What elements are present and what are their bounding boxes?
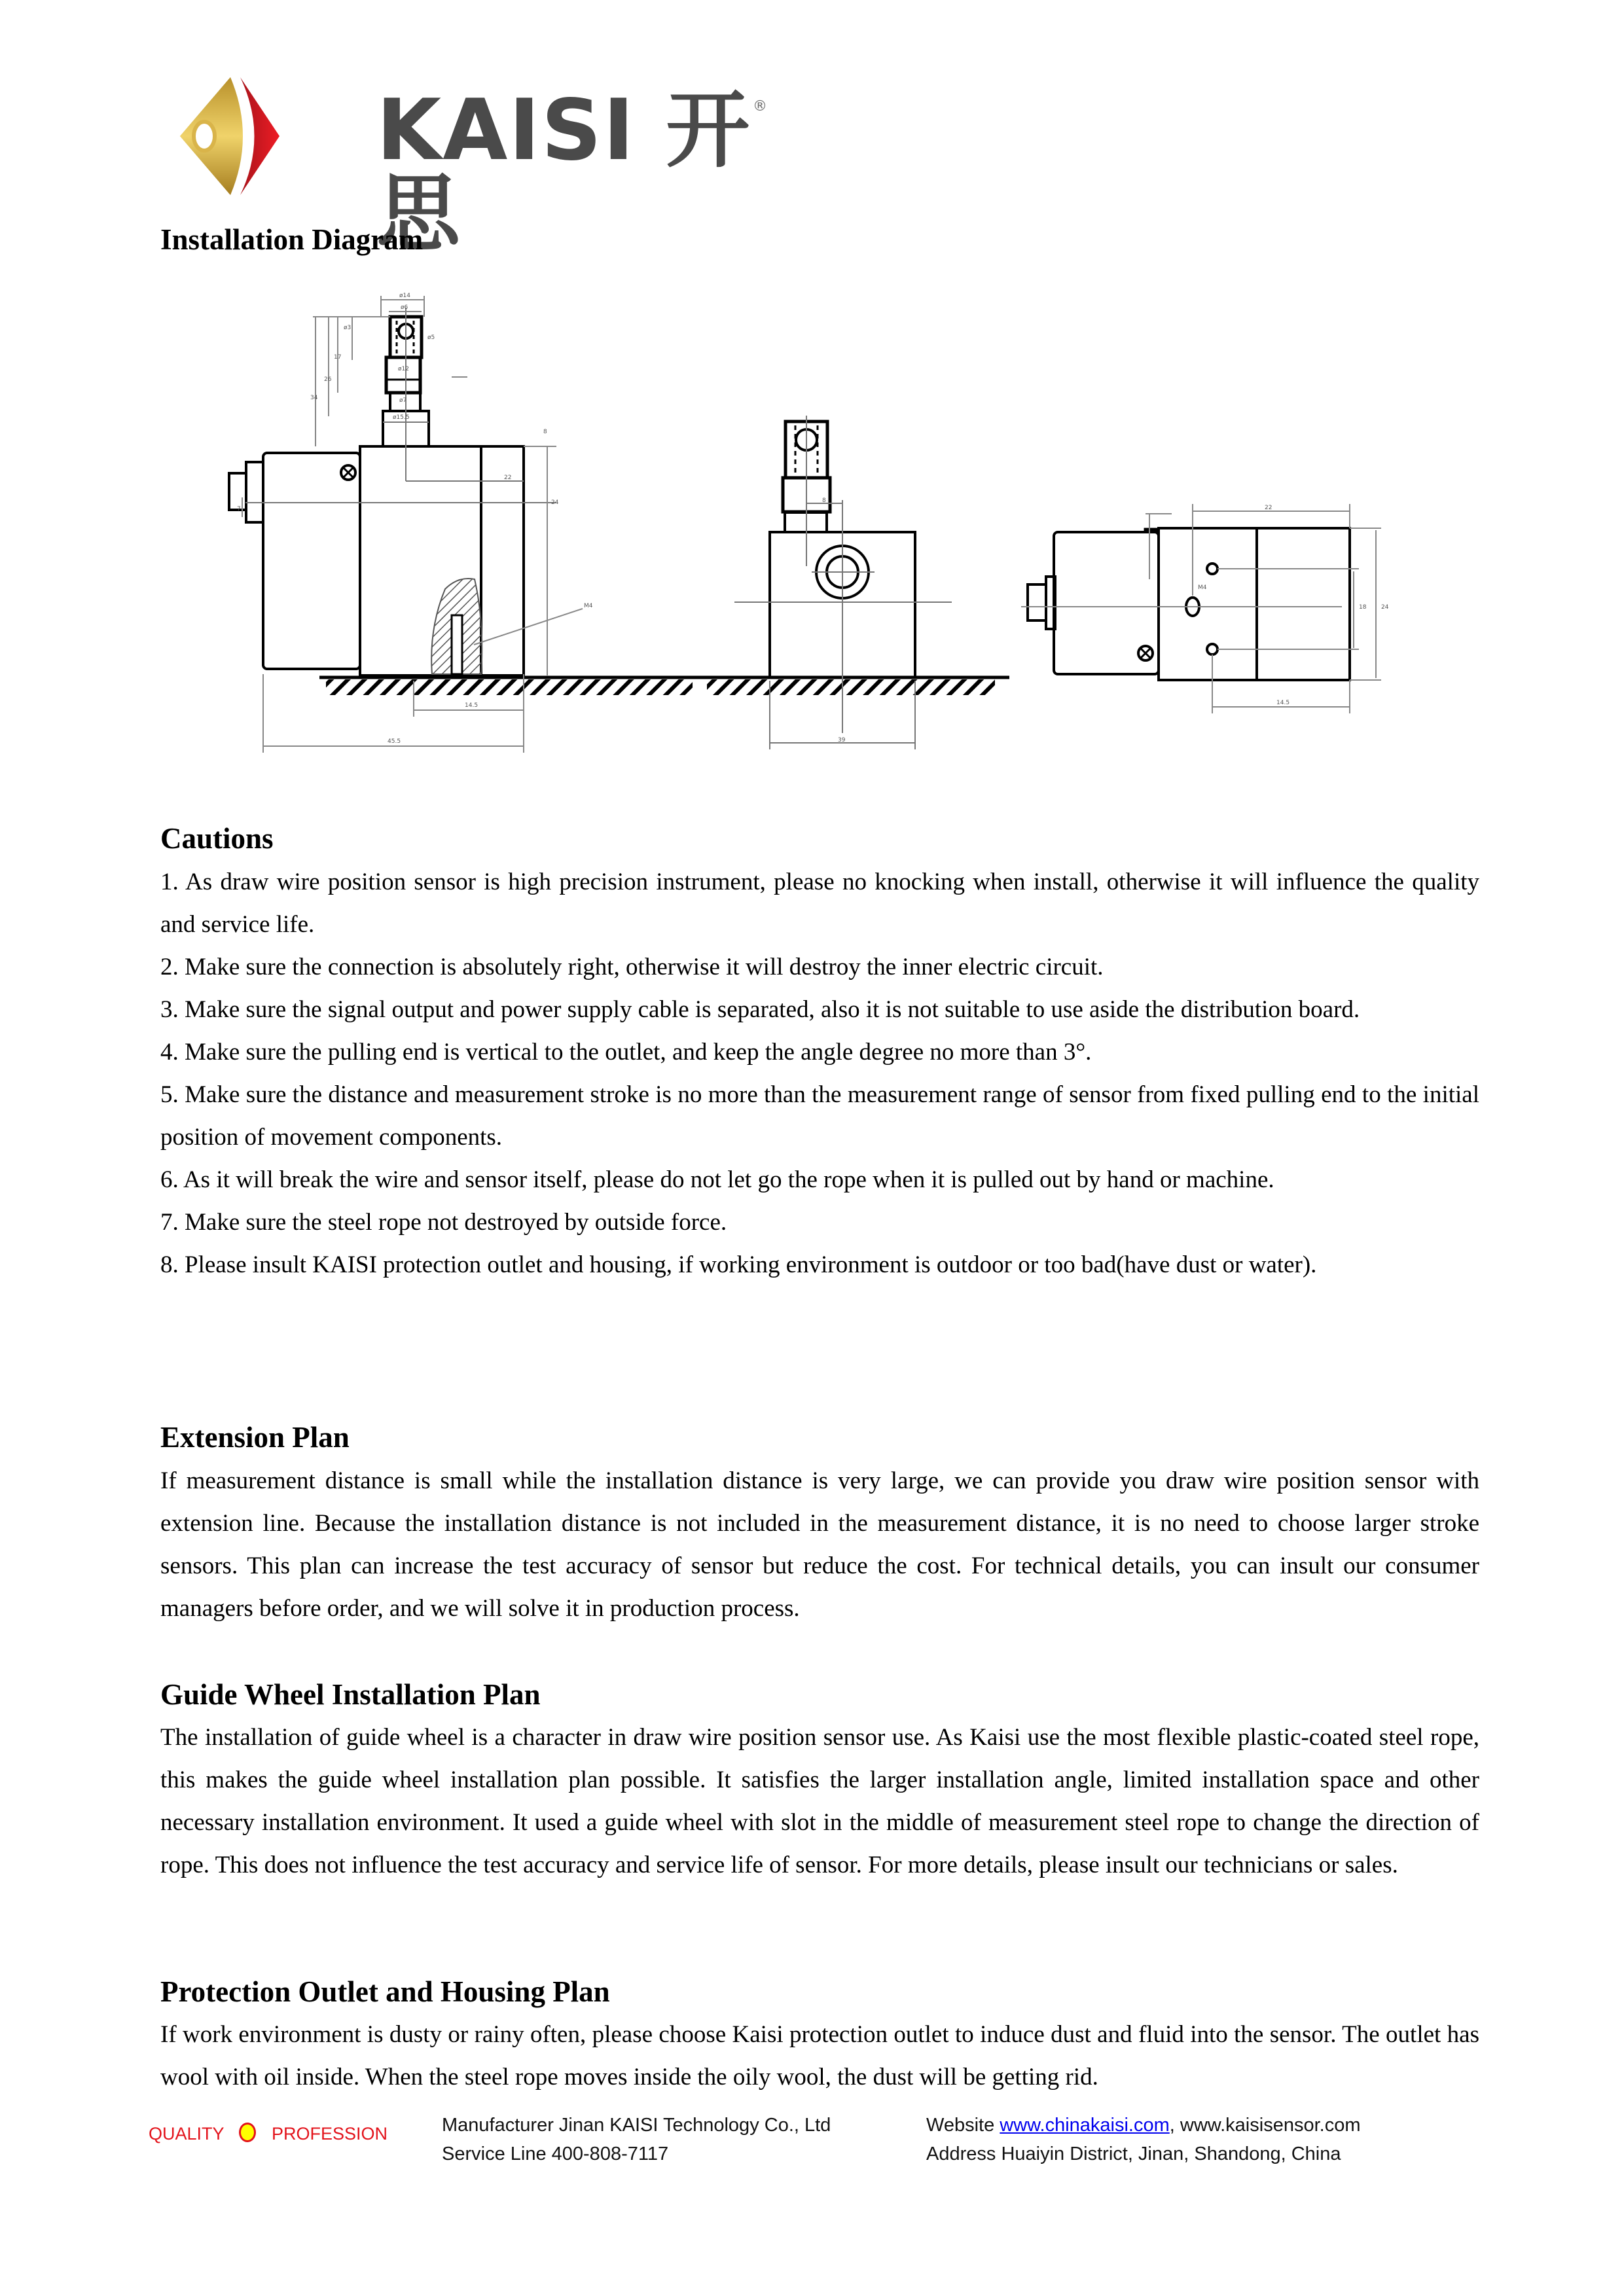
- protection-text: If work environment is dusty or rainy often, please choose Kaisi protection outlet to induce dust and fluid into the sensor. The outlet has wool with oil inside. When the steel rope moves inside the oily wool, the dust will be getting rid.: [160, 2021, 1479, 2090]
- svg-text:M4: M4: [584, 603, 593, 609]
- extension-plan-text: If measurement distance is small while the installation distance is very large, we can provide you draw wire position sensor with extension line. Because the installation distance is not included in the measurement distance, it is no need to choose larger stroke sensors. This plan can increase the test accuracy of sensor but reduce the cost. For technical details, you can insult our consumer managers before order, and we will solve it in production process.: [160, 1467, 1479, 1622]
- heading-guide-wheel: Guide Wheel Installation Plan: [160, 1678, 541, 1711]
- svg-text:17: 17: [334, 354, 342, 361]
- brand-wordmark: KAISI 开思: [376, 82, 751, 263]
- quality-label: QUALITY: [149, 2124, 225, 2144]
- caution-item: 4. Make sure the pulling end is vertical to the outlet, and keep the angle degree no more than 3°.: [160, 1039, 1092, 1066]
- svg-text:ø15.5: ø15.5: [393, 414, 410, 421]
- page-footer: [141, 2111, 1515, 2176]
- svg-text:ø7: ø7: [399, 397, 407, 404]
- website-line: [926, 2111, 1360, 2140]
- svg-text:18: 18: [1359, 604, 1367, 611]
- caution-item: 6. As it will break the wire and sensor itself, please do not let go the rope when it is pulled out by hand or machine.: [160, 1166, 1274, 1193]
- website-link[interactable]: www.chinakaisi.com: [1000, 2115, 1170, 2136]
- website-secondary: , www.kaisisensor.com: [1169, 2115, 1361, 2136]
- svg-text:39: 39: [838, 737, 846, 744]
- svg-text:8: 8: [822, 497, 826, 504]
- svg-text:26: 26: [324, 376, 332, 383]
- protection-body: [160, 2013, 1479, 2098]
- technical-drawing: [177, 281, 1486, 792]
- caution-item: 2. Make sure the connection is absolutely right, otherwise it will destroy the inner electric circuit.: [160, 954, 1104, 980]
- svg-text:24: 24: [551, 499, 559, 506]
- registered-mark: ®: [753, 98, 767, 115]
- guide-wheel-body: [160, 1716, 1479, 1886]
- cautions-list: [160, 861, 1479, 1286]
- extension-plan-body: [160, 1460, 1479, 1630]
- svg-text:45.5: 45.5: [388, 738, 401, 745]
- kaisi-diamond-icon: [177, 71, 367, 202]
- dim-label: ø14: [399, 293, 410, 299]
- manufacturer-text: Manufacturer Jinan KAISI Technology Co., Ltd: [442, 2115, 831, 2136]
- svg-text:22: 22: [1265, 505, 1272, 511]
- top-view: [1021, 504, 1389, 713]
- profession-label: PROFESSION: [272, 2124, 388, 2144]
- website-label: Website: [926, 2115, 1000, 2136]
- heading-extension-plan: Extension Plan: [160, 1421, 350, 1454]
- heading-protection: Protection Outlet and Housing Plan: [160, 1975, 610, 2008]
- heading-cautions: Cautions: [160, 822, 274, 855]
- caution-item: 1. As draw wire position sensor is high precision instrument, please no knocking when install, otherwise it will influence the quality and service life.: [160, 869, 1479, 938]
- guide-wheel-text: The installation of guide wheel is a character in draw wire position sensor use. As Kaisi use the most flexible plastic-coated steel rope, this makes the guide wheel installation plan possible. It satisfies the larger installation angle, limited installation space and other necessary installation environment. It used a guide wheel with slot in the middle of measurement steel rope to change the direction of rope. This does not influence the test accuracy and service life of sensor. For more details, please insult our technicians or sales.: [160, 1724, 1479, 1878]
- circle-dot-icon: [239, 2123, 256, 2142]
- svg-text:34: 34: [310, 395, 318, 401]
- svg-text:24: 24: [1381, 604, 1389, 611]
- caution-item: 8. Please insult KAISI protection outlet and housing, if working environment is outdoor or too bad(have dust or water).: [160, 1251, 1317, 1278]
- svg-text:ø3: ø3: [344, 325, 352, 331]
- front-view: [229, 293, 700, 753]
- heading-installation-diagram: Installation Diagram: [160, 223, 424, 256]
- svg-text:14.5: 14.5: [1276, 700, 1290, 706]
- installation-diagram: [177, 281, 1486, 792]
- address-text: Address Huaiyin District, Jinan, Shandong, China: [926, 2144, 1341, 2164]
- svg-text:8: 8: [543, 429, 547, 435]
- svg-text:22: 22: [504, 475, 512, 481]
- svg-text:14.5: 14.5: [465, 702, 478, 709]
- svg-text:ø12: ø12: [398, 366, 409, 372]
- svg-text:7: 7: [237, 506, 241, 512]
- caution-item: 7. Make sure the steel rope not destroyed by outside force.: [160, 1209, 727, 1236]
- side-view: [699, 416, 1009, 749]
- caution-item: 5. Make sure the distance and measurement stroke is no more than the measurement range of sensor from fixed pulling end to the initial position of movement components.: [160, 1081, 1479, 1151]
- svg-text:M4: M4: [1198, 584, 1207, 591]
- caution-item: 3. Make sure the signal output and power supply cable is separated, also it is not suitable to use aside the distribution board.: [160, 996, 1360, 1023]
- svg-text:ø5: ø5: [427, 334, 435, 341]
- svg-text:ø6: ø6: [401, 304, 408, 311]
- service-line-text: Service Line 400-808-7117: [442, 2144, 669, 2164]
